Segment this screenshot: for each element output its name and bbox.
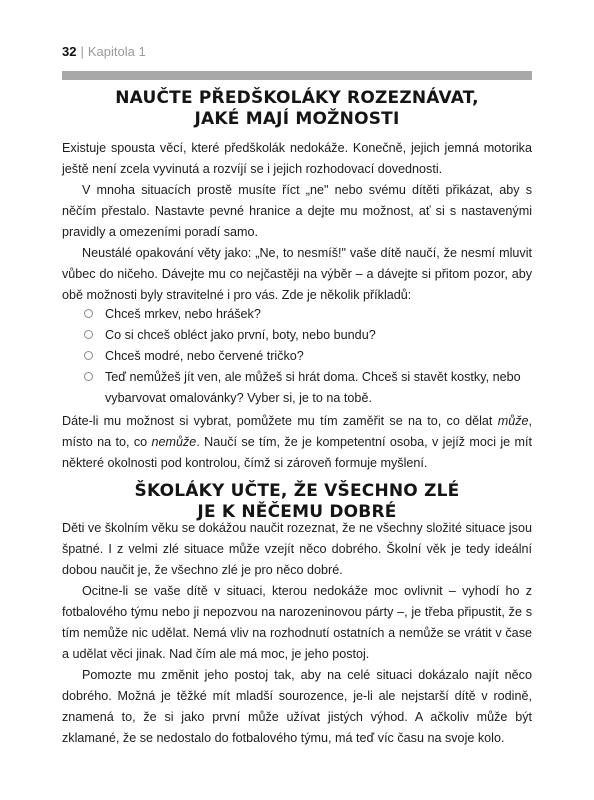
header-rule [62, 71, 532, 80]
page-number: 32 [62, 44, 77, 59]
paragraph: V mnoha situacích prostě musíte říct „ne" nebo svému dítěti přikázat, aby s něčím přestalo. Nastavte pevné hranice a dejte mu možnost, ať si s nastavenými pravidly a omezeními poradí samo. [62, 183, 532, 239]
examples-list [84, 304, 532, 409]
section-1-closing [62, 411, 532, 474]
circle-bullet-icon [84, 372, 93, 381]
list-item-text: Chceš modré, nebo červené tričko? [105, 349, 304, 363]
closing-text-1: Dáte-li mu možnost si vybrat, pomůžete mu tím zaměřit se na to, co dělat [62, 414, 498, 428]
section-heading-2-line-1: ŠKOLÁKY UČTE, ŽE VŠECHNO ZLÉ [134, 481, 460, 501]
paragraph: Děti ve školním věku se dokážou naučit rozeznat, že ne všechny složité situace jsou špatné. I z velmi zlé situace může vzejít něco dobrého. Školní věk je tedy ideální dobou naučit je, že všechno zlé je pro něco dobré. [62, 521, 532, 577]
list-item [84, 325, 532, 346]
chapter-label: Kapitola 1 [87, 44, 146, 59]
emphasis-can: může [497, 414, 529, 428]
circle-bullet-icon [84, 309, 93, 318]
running-header [62, 44, 146, 59]
paragraph: Ocitne-li se vaše dítě v situaci, kterou nedokáže moc ovlivnit – vyhodí ho z fotbalového týmu nebo ji nepozvou na narozeninovou párty –, je třeba připustit, že s tím nemůže nic udělat. Nemá vliv na rozhodnutí ostatních a nemůže se vrátit v čase a udělat věci jinak. Nad čím ale má moc, je jeho postoj. [62, 584, 532, 661]
list-item-text: Chceš mrkev, nebo hrášek? [105, 307, 261, 321]
list-item [84, 367, 532, 409]
section-heading-1-line-2: JAKÉ MAJÍ MOŽNOSTI [194, 109, 400, 129]
circle-bullet-icon [84, 330, 93, 339]
section-2-body [62, 518, 532, 749]
list-item [84, 304, 532, 325]
closing-text-3: . Naučí se tím, že je kompetentní osoba, v jejíž moci je mít některé okolnosti pod kontrolou, čímž si zároveň formuje myšlení. [62, 435, 532, 470]
header-separator: | [80, 44, 84, 59]
paragraph: Pomozte mu změnit jeho postoj tak, aby na celé situaci dokázalo najít něco dobrého. Možná je těžké mít mladší sourozence, je-li ale nejstarší dítě v rodině, znamená to, že si jako první může užívat jistých výhod. A ačkoliv může být zklamané, že se nedostalo do fotbalového týmu, má teď víc času na svoje kolo. [62, 668, 532, 745]
paragraph: Existuje spousta věcí, které předškolák nedokáže. Konečně, jejich jemná motorika ještě není zcela vyvinutá a rozvíjí se i jejich rozhodovací dovednosti. [62, 141, 532, 176]
section-heading-2 [62, 481, 532, 523]
circle-bullet-icon [84, 351, 93, 360]
list-item [84, 346, 532, 367]
section-heading-2-line-2: JE K NĚČEMU DOBRÉ [197, 502, 397, 522]
section-heading-1 [62, 88, 532, 130]
list-item-text: Co si chceš obléct jako první, boty, nebo bundu? [105, 328, 376, 342]
paragraph: Neustálé opakování věty jako: „Ne, to nesmíš!" vaše dítě naučí, že nesmí mluvit vůbec do ničeho. Dávejte mu co nejčastěji na výběr – a dávejte si přitom pozor, aby obě možnosti byly stravitelné i pro vás. Zde je několik příkladů: [62, 246, 532, 302]
section-1-intro [62, 138, 532, 306]
paragraph [62, 411, 532, 474]
closing-text-2: , místo na to, co [62, 414, 532, 449]
list-item-text: Teď nemůžeš jít ven, ale můžeš si hrát doma. Chceš si stavět kostky, nebo vybarvovat omalovánky? Vyber si, je to na tobě. [105, 370, 521, 405]
emphasis-cannot: nemůže [151, 435, 197, 449]
section-heading-1-line-1: NAUČTE PŘEDŠKOLÁKY ROZEZNÁVAT, [115, 88, 479, 108]
